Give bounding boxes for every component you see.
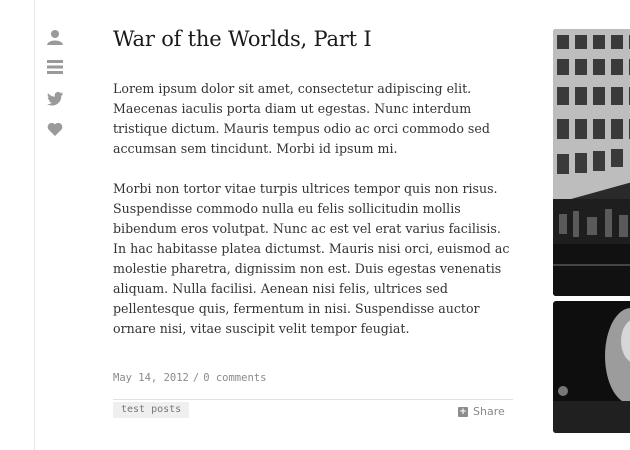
- heart-icon[interactable]: [45, 119, 65, 139]
- post-meta: [113, 372, 266, 384]
- building-photo[interactable]: [553, 29, 630, 296]
- share-label: Share: [473, 405, 505, 418]
- post-paragraph-1: Lorem ipsum dolor sit amet, consectetur adipiscing elit. Maecenas iaculis porta diam ut egestas. Nunc interdum tristique dictum. Mauris tempus odio ac orci commodo sed accumsan sem tincidunt. Morbi id ipsum mi.: [113, 81, 490, 156]
- plus-icon: +: [459, 406, 467, 417]
- twitter-icon[interactable]: [45, 89, 65, 109]
- meta-separator: /: [192, 372, 200, 384]
- menu-icon[interactable]: [45, 57, 65, 77]
- comments-link[interactable]: 0 comments: [203, 372, 267, 384]
- profile-icon[interactable]: [45, 27, 65, 47]
- tag-link[interactable]: test posts: [113, 402, 189, 418]
- post-date: May 14, 2012: [113, 372, 189, 384]
- post-title[interactable]: War of the Worlds, Part I: [113, 27, 372, 51]
- footer-divider: [113, 399, 513, 400]
- share-button[interactable]: [458, 405, 505, 418]
- portrait-photo[interactable]: [553, 301, 630, 433]
- sidebar-divider: [34, 0, 35, 450]
- post-paragraph-2: Morbi non tortor vitae turpis ultrices tempor quis non risus. Suspendisse commodo nulla eu felis sollicitudin mollis bibendum eros volutpat. Nunc ac est vel erat varius facilisis. In hac habitasse platea dictumst. Mauris nisi orci, euismod ac molestie pharetra, dignissim non est. Duis egestas venenatis aliquam. Nulla facilisi. Aenean nisi felis, ultrices sed pellentesque quis, fermentum in nisi. Suspendisse auctor ornare nisi, vitae suscipit velit tempor feugiat.: [113, 181, 510, 336]
